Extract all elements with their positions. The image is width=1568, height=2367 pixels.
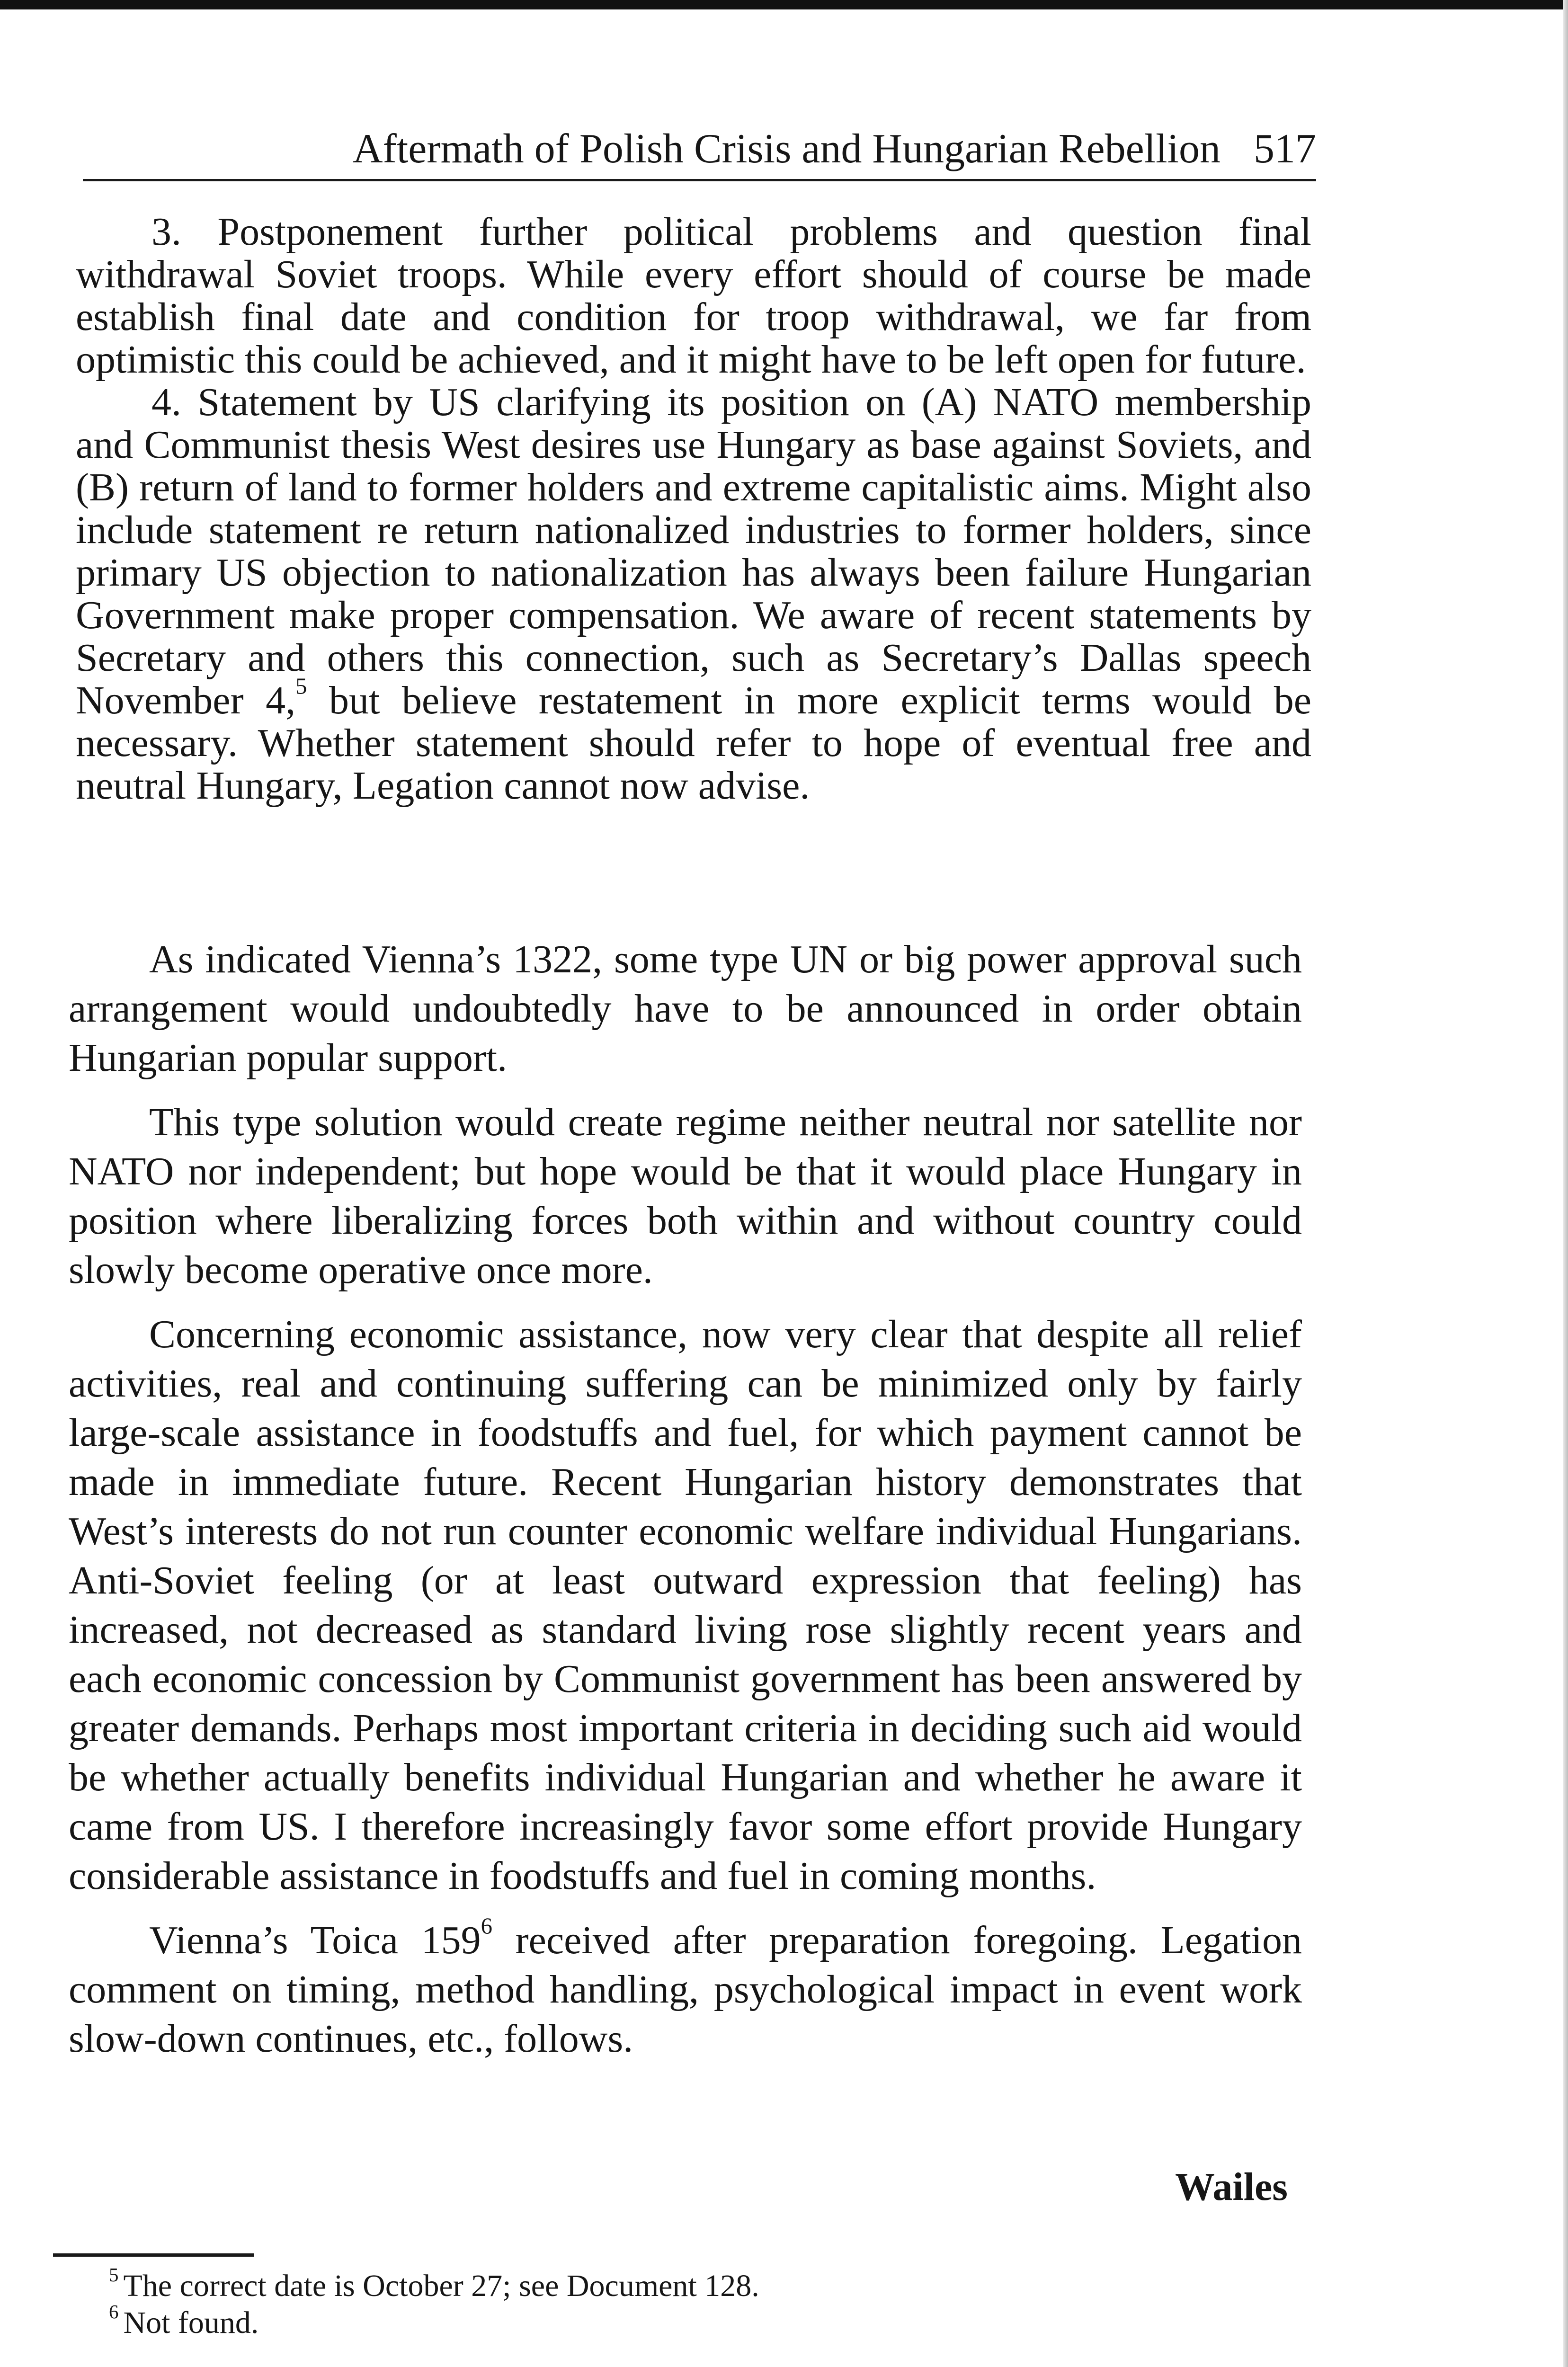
footnote-ref-5: 5 xyxy=(295,673,307,699)
toica-text-before: Vienna’s Toica 159 xyxy=(149,1918,481,1962)
footnote-divider xyxy=(53,2253,254,2257)
footnote-5-text: The correct date is October 27; see Document 128. xyxy=(123,2269,759,2303)
point-3-paragraph: 3. Postponement further political problems and question final withdrawal Soviet troops. While every effort should of course be made establish final date and condition for troop withdrawal, we far from optimistic this could be achieved, and it might have to be left open for future. xyxy=(76,210,1311,382)
paragraph-economic-assistance: Concerning economic assistance, now very clear that despite all relief activities, real and continuing suffering can be minimized only by fairly large-scale assistance in foodstuffs and fuel, for which payment cannot be made in immediate future. Recent Hungarian history demonstrates that West’s interests do not run counter economic welfare individual Hungarians. Anti-Soviet feeling (or at least outward expression that feeling) has increased, not decreased as standard living rose slightly recent years and each economic concession by Communist government has been answered by greater demands. Perhaps most important criteria in deciding such aid would be whether actually benefits individual Hungarian and whether he aware it came from US. I therefore increasingly favor some effort provide Hungary considerable assistance in foodstuffs and fuel in coming months. xyxy=(69,1312,1302,1898)
footnotes xyxy=(109,2264,1150,2341)
footnote-5 xyxy=(109,2264,1150,2305)
paragraph-vienna-1322: As indicated Vienna’s 1322, some type UN or big power approval such arrangement would undoubtedly have to be announced in order obtain Hungarian popular support. xyxy=(69,937,1302,1080)
footnote-6-mark: 6 xyxy=(109,2301,119,2323)
footnote-6-text: Not found. xyxy=(123,2305,259,2340)
numbered-points-block xyxy=(76,211,1311,807)
page-number: 517 xyxy=(1254,126,1316,172)
paragraph-toica-159 xyxy=(69,1913,1302,2064)
body-text-block xyxy=(69,935,1302,2079)
point-4-text-before: 4. Statement by US clarifying its position on (A) NATO membership and Communist thesis West desires use Hungary as base against Soviets, and (B) return of land to former holders and extreme capitalistic aims. Might also include statement re return nationalized industries to former holders, since primary US objection to nationalization has always been failure Hungarian Government make proper compensation. We aware of recent statements by Secretary and others this connection, such as Secretary’s Dallas speech November 4, xyxy=(76,380,1311,722)
footnote-5-mark: 5 xyxy=(109,2264,119,2286)
signature: Wailes xyxy=(1175,2165,1288,2209)
point-4-paragraph xyxy=(76,381,1311,807)
point-4-text-after: but believe restatement in more explicit terms would be necessary. Whether statement should refer to hope of eventual free and neutral Hungary, Legation cannot now advise. xyxy=(76,678,1311,808)
running-head xyxy=(83,119,1316,181)
footnote-ref-6: 6 xyxy=(481,1913,492,1939)
toica-text-after: received after preparation foregoing. Legation comment on timing, method handling, psychological impact in event work slow-down continues, etc., follows. xyxy=(69,1918,1302,2061)
running-head-title: Aftermath of Polish Crisis and Hungarian Rebellion xyxy=(352,126,1221,172)
footnote-6 xyxy=(109,2301,1150,2341)
paragraph-regime-solution: This type solution would create regime neither neutral nor satellite nor NATO nor independent; but hope would be that it would place Hungary in position where liberalizing forces both within and without country could slowly become operative once more. xyxy=(69,1100,1302,1292)
